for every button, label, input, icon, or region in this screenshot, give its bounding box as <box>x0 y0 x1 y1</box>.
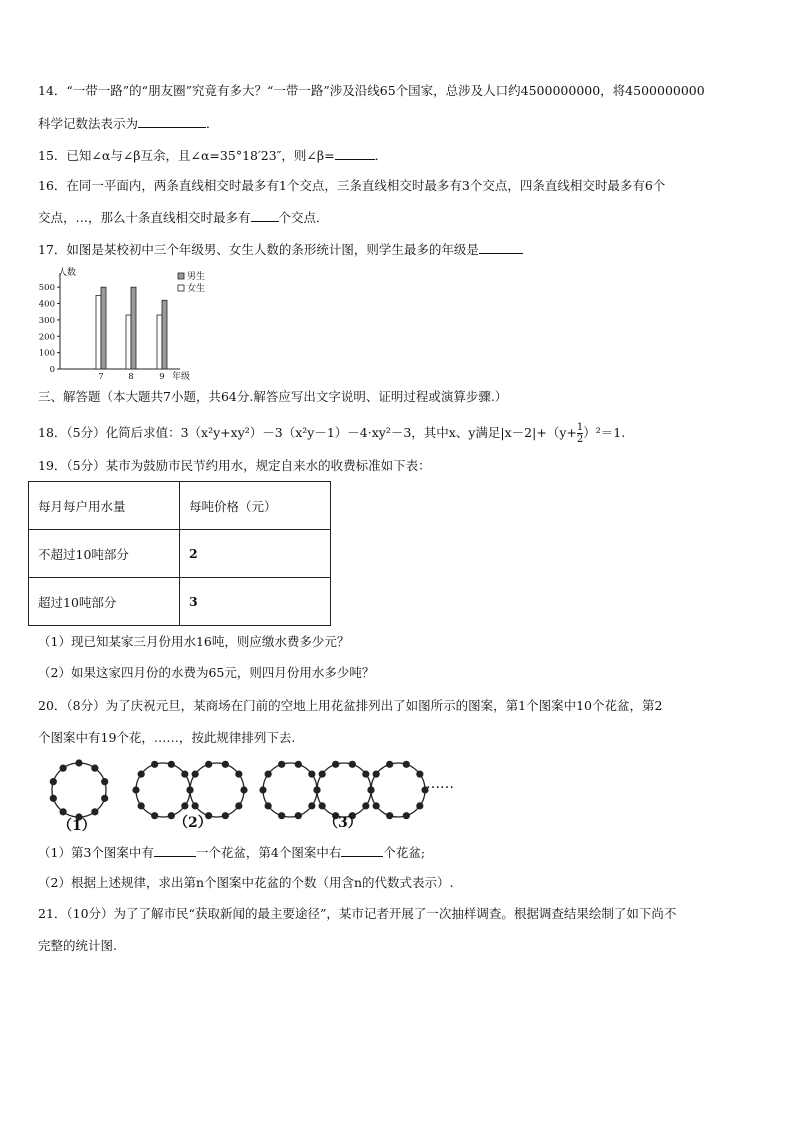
answer-blank <box>154 844 196 857</box>
ring-outline <box>317 763 371 817</box>
q20-sub1 <box>38 844 425 861</box>
q14-line1: 14．“一带一路”的“朋友圈”究竟有多大？“一带一路”涉及沿线65个国家，总涉及人口约4500000000，将4500000000 <box>38 83 705 98</box>
y-tick-label: 0 <box>49 365 55 375</box>
q16-tail: 个交点． <box>278 210 329 225</box>
flower-pot-dot <box>265 771 272 778</box>
q19-sub1: （1）现已知某家三月份用水16吨，则应缴水费多少元？ <box>38 634 350 649</box>
q16-text: 交点，…，那么十条直线相交时最多有 <box>38 210 251 225</box>
flower-pot-dot <box>181 771 188 778</box>
flower-pot-dot <box>313 786 320 793</box>
flower-pot-dot <box>205 761 212 768</box>
table-row <box>29 578 331 626</box>
y-tick-label: 100 <box>38 348 55 359</box>
flower-pot-dot <box>186 786 193 793</box>
figure-label-2: （2） <box>174 815 212 831</box>
flower-pot-dot <box>362 802 369 809</box>
grade-bar-chart <box>30 265 220 385</box>
flower-pot-dot <box>60 765 67 772</box>
q20-sub1-text: （1）第3个图案中有 <box>38 845 154 860</box>
flower-pot-dot <box>295 812 302 819</box>
ring-outline <box>136 763 190 817</box>
flower-pot-dot <box>222 761 229 768</box>
ring-outline <box>371 763 425 817</box>
legend-label-male: 男生 <box>187 272 206 282</box>
flower-pot-dot <box>101 778 108 785</box>
flower-pot-dot <box>403 761 410 768</box>
q20-sub2: （2）根据上述规律，求出第n个图案中花盆的个数（用含n的代数式表示）. <box>38 875 454 890</box>
flower-pot-dot <box>362 771 369 778</box>
flower-pot-dot <box>60 808 67 815</box>
table-row <box>29 482 331 530</box>
flower-pot-dot <box>265 802 272 809</box>
flower-pot-dot <box>192 802 199 809</box>
ring-outline <box>190 763 244 817</box>
flower-pot-dot <box>91 765 98 772</box>
table-cell: 每月每户用水量 <box>29 482 180 530</box>
legend-swatch-female <box>178 285 184 291</box>
table-cell: 不超过10吨部分 <box>29 530 180 578</box>
q20-sub1-mid: 一个花盆，第4个图案中右 <box>195 845 342 860</box>
x-tick-label: 8 <box>128 372 134 382</box>
q15-period: ． <box>374 148 388 163</box>
flower-pot-dot <box>259 786 266 793</box>
y-tick-label: 400 <box>38 299 55 310</box>
flower-pot-dot <box>278 812 285 819</box>
q21-line2: 完整的统计图. <box>38 938 117 953</box>
q14-line2 <box>38 115 219 132</box>
flower-pot-dot <box>151 812 158 819</box>
flower-pot-dot <box>308 771 315 778</box>
flower-pot-dot <box>386 812 393 819</box>
bar-male <box>162 300 167 369</box>
x-tick-label: 9 <box>159 372 165 382</box>
flower-pot-dot <box>168 761 175 768</box>
flower-pot-dot <box>349 761 356 768</box>
flower-pot-dot <box>192 771 199 778</box>
flower-pot-dot <box>181 802 188 809</box>
q17-text: 17．如图是某校初中三个年级男、女生人数的条形统计图，则学生最多的年级是 <box>38 242 479 257</box>
x-tick-label: 7 <box>98 372 104 382</box>
flower-pot-dot <box>132 786 139 793</box>
bar-male <box>131 287 136 369</box>
table-cell: 2 <box>180 530 331 578</box>
flower-pot-dot <box>75 759 82 766</box>
flower-pot-dot <box>367 786 374 793</box>
flower-pot-dot <box>319 802 326 809</box>
flower-pot-dot <box>308 802 315 809</box>
flower-pot-dot <box>138 771 145 778</box>
answer-blank <box>251 209 279 222</box>
y-tick-label: 200 <box>38 332 55 343</box>
bar-female <box>157 315 162 369</box>
flower-pot-dot <box>332 761 339 768</box>
flower-pot-dot <box>91 808 98 815</box>
bar-female <box>96 295 101 369</box>
flower-pot-dot <box>50 778 57 785</box>
answer-blank <box>138 115 206 128</box>
flower-pot-dot <box>151 761 158 768</box>
table-row <box>29 530 331 578</box>
flower-pot-dot <box>403 812 410 819</box>
flower-pot-dot <box>319 771 326 778</box>
q18 <box>38 422 625 445</box>
q14-text: 科学记数法表示为 <box>38 116 139 131</box>
flower-pot-dot <box>222 812 229 819</box>
ring-outline <box>263 763 317 817</box>
flower-pot-dot <box>278 761 285 768</box>
flower-pot-dot <box>101 795 108 802</box>
figure-label-1: （1） <box>58 818 96 834</box>
q16-line2 <box>38 209 329 226</box>
bar-female <box>126 315 131 369</box>
q17 <box>38 241 523 258</box>
flower-pot-pattern-figure <box>38 756 478 841</box>
flower-pot-dot <box>235 771 242 778</box>
legend-label-female: 女生 <box>187 284 206 294</box>
y-tick-label: 300 <box>38 315 55 326</box>
table-cell: 3 <box>180 578 331 626</box>
section3-heading: 三、解答题（本大题共7小题，共64分.解答应写出文字说明、证明过程或演算步骤.） <box>38 389 508 404</box>
bar-male <box>101 287 106 369</box>
figure-ellipsis: …… <box>426 776 454 792</box>
q21-line1: 21．（10分）为了了解市民“获取新闻的最主要途径”，某市记者开展了一次抽样调查。根据调查结果绘制了如下尚不 <box>38 906 677 921</box>
q20-sub1-tail: 个花盆; <box>383 845 426 860</box>
q14-period: ． <box>206 116 219 131</box>
q15-text: 15．已知∠α与∠β互余，且∠α=35°18′23″，则∠β= <box>38 148 335 163</box>
price-table <box>28 481 331 626</box>
q16-line1: 16．在同一平面内，两条直线相交时最多有1个交点，三条直线相交时最多有3个交点，四条直线相交时最多有6个 <box>38 178 666 193</box>
y-tick-label: 500 <box>38 283 55 294</box>
q18-text: 18．（5分）化简后求值：3（x²y+xy²）－3（x²y－1）－4·xy²－3，其中x、y满足|x－2|+（y+ <box>38 425 577 440</box>
flower-pot-dot <box>416 771 423 778</box>
q19-intro: 19．（5分）某市为鼓励市民节约用水，规定自来水的收费标准如下表： <box>38 458 431 473</box>
flower-pot-dot <box>373 771 380 778</box>
frac-num: 1 <box>576 422 584 433</box>
q18-tail: ）²＝1. <box>583 425 626 440</box>
flower-pot-dot <box>50 795 57 802</box>
ring-outline <box>52 763 106 817</box>
figure-label-3: （3） <box>324 815 362 831</box>
q15 <box>38 147 387 164</box>
answer-blank <box>479 241 523 254</box>
q19-sub2: （2）如果这家四月份的水费为65元，则四月份用水多少吨？ <box>38 665 375 680</box>
legend-swatch-male <box>178 273 184 279</box>
flower-pot-dot <box>240 786 247 793</box>
flower-pot-dot <box>386 761 393 768</box>
y-axis-label: 人数 <box>58 268 77 278</box>
flower-pot-dot <box>295 761 302 768</box>
flower-pot-dot <box>138 802 145 809</box>
q20-line2: 个图案中有19个花，……，按此规律排列下去. <box>38 730 296 745</box>
table-cell: 每吨价格（元） <box>180 482 331 530</box>
answer-blank <box>335 147 375 160</box>
frac-den: 2 <box>576 434 584 445</box>
q20-line1: 20．（8分）为了庆祝元旦，某商场在门前的空地上用花盆排列出了如图所示的图案，第1个图案中10个花盆，第2 <box>38 698 663 713</box>
table-cell: 超过10吨部分 <box>29 578 180 626</box>
flower-pot-dot <box>416 802 423 809</box>
x-axis-label: 年级 <box>172 372 191 382</box>
flower-pot-dot <box>235 802 242 809</box>
flower-pot-dot <box>373 802 380 809</box>
answer-blank <box>341 844 383 857</box>
